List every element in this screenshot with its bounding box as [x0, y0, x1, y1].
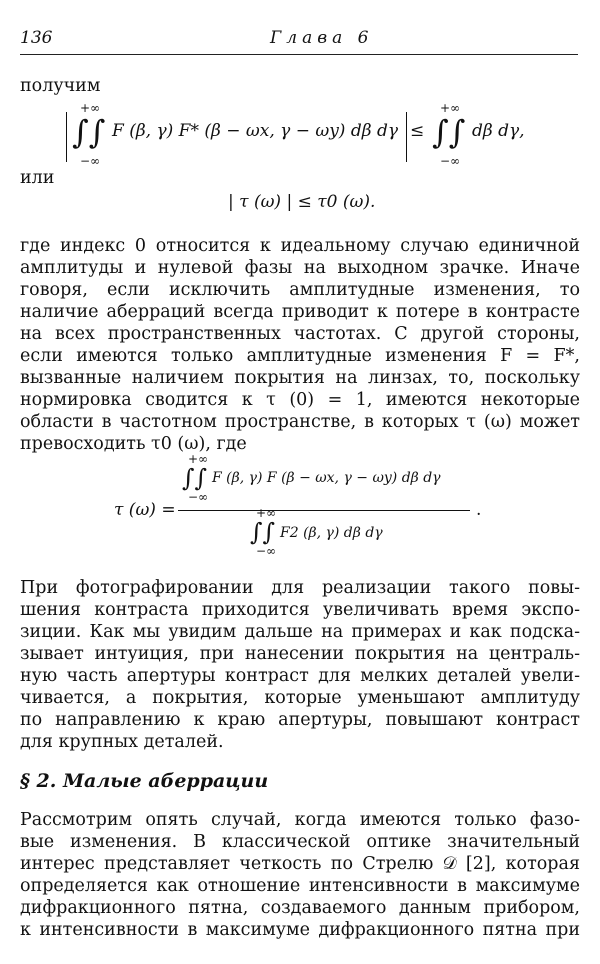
para1-line: где индекс 0 относится к идеальному случаю единичной [20, 236, 580, 256]
header-rule [20, 54, 578, 55]
para1-line: области в частотном пространстве, в которых τ (ω) может [20, 412, 580, 432]
para3-line: интерес представляет четкость по Стрелю 𝒟 [2], которая [20, 854, 580, 874]
eq1-rhs-lower-limit: −∞ [440, 154, 461, 168]
or-word: или [20, 168, 55, 188]
abs-bar-left [66, 112, 67, 162]
eq3-den-lower: −∞ [256, 544, 277, 558]
eq1-rhs: dβ dγ, [472, 121, 525, 141]
eq3-den-upper: +∞ [256, 506, 277, 520]
para2-line: по направлению к краю апертуры, повышают контраст [20, 710, 580, 730]
para3-line: дифракционного пятна, создаваемого данным прибором, [20, 898, 580, 918]
abs-bar-right [406, 112, 407, 162]
eq3-numerator: F (β, γ) F (β − ωx, γ − ωy) dβ dγ [212, 470, 441, 486]
double-integral-sign: ∫∫ [72, 113, 106, 151]
fraction-line [178, 510, 470, 511]
para1-line: превосходить τ0 (ω), где [20, 434, 247, 454]
para3-line: определяется как отношение интенсивности в максимуме [20, 876, 580, 896]
eq3-num-lower: −∞ [188, 490, 209, 504]
leq-sign: ≤ [410, 121, 425, 141]
para2-line: для крупных деталей. [20, 732, 224, 752]
double-integral-sign-rhs: ∫∫ [432, 113, 466, 151]
para2-line: зывает интуиция, при нанесении покрытия на централь- [20, 644, 580, 664]
para2-line: При фотографировании для реализации такого повы- [20, 578, 580, 598]
para3-line: к интенсивности в максимуме дифракционного пятна при [20, 920, 580, 940]
para1-line: на всех пространственных частотах. С другой стороны, [20, 324, 580, 344]
chapter-title: Глава 6 [270, 28, 374, 48]
page-number: 136 [20, 28, 53, 48]
equation-2: | τ (ω) | ≤ τ0 (ω). [228, 192, 376, 212]
eq3-num-integral: ∫∫ [182, 464, 208, 492]
para2-line: чивается, а покрытия, которые уменьшают амплитуду [20, 688, 580, 708]
para1-line: нормировка сводится к τ (0) = 1, имеются некоторые [20, 390, 580, 410]
intro-word: получим [20, 76, 101, 96]
para3-line: Рассмотрим опять случай, когда имеются только фазо- [20, 810, 580, 830]
para1-line: наличие аберраций всегда приводит к потере в контрасте [20, 302, 580, 322]
eq3-end: . [476, 500, 482, 520]
eq1-upper-limit: +∞ [80, 101, 101, 115]
para2-line: зиции. Как мы увидим дальше на примерах и как подска- [20, 622, 580, 642]
para2-line: шения контраста приходится увеличивать время экспо- [20, 600, 580, 620]
eq1-rhs-upper-limit: +∞ [440, 101, 461, 115]
section-heading: § 2. Малые аберрации [20, 770, 269, 792]
para1-line: амплитуды и нулевой фазы на выходном зрачке. Иначе [20, 258, 580, 278]
eq3-lhs: τ (ω) = [114, 500, 176, 520]
eq3-den-integral: ∫∫ [250, 518, 276, 546]
para1-line: вызванные наличием покрытия на линзах, то, поскольку [20, 368, 580, 388]
eq1-integrand: F (β, γ) F* (β − ωx, γ − ωy) dβ dγ [112, 121, 399, 141]
para2-line: ную часть апертуры контраст для мелких деталей увели- [20, 666, 580, 686]
running-header [20, 28, 578, 52]
para1-line: если имеются только амплитудные изменения F = F*, [20, 346, 580, 366]
eq3-num-upper: +∞ [188, 452, 209, 466]
para1-line: говоря, если исключить амплитудные изменения, то [20, 280, 580, 300]
para3-line: вые изменения. В классической оптике значительный [20, 832, 580, 852]
eq1-lower-limit: −∞ [80, 154, 101, 168]
eq3-denominator: F2 (β, γ) dβ dγ [280, 525, 383, 541]
